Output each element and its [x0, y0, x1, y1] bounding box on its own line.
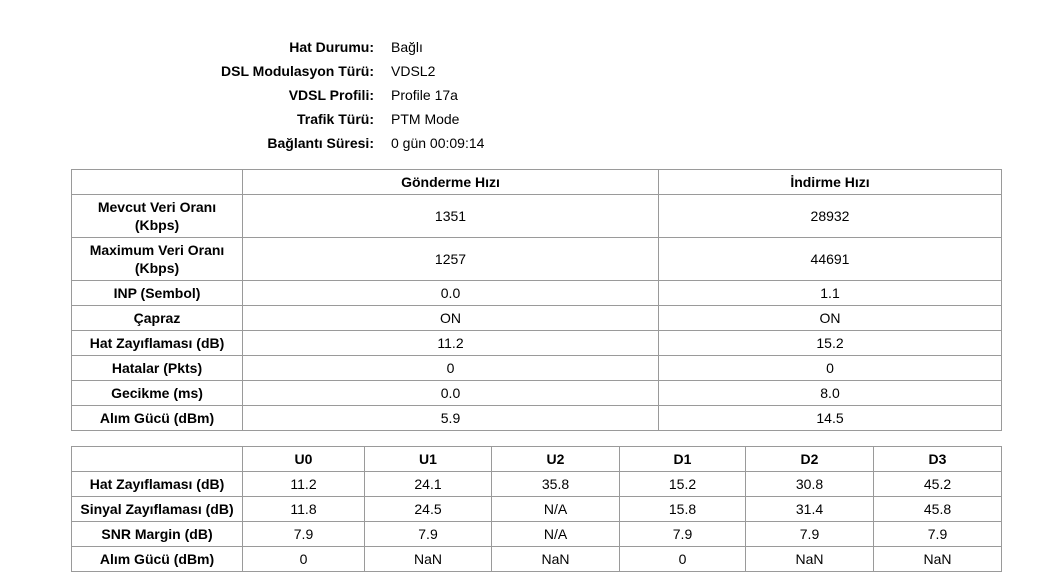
table-row — [72, 238, 1002, 281]
table-cell: 31.4 — [746, 497, 874, 522]
row-label: Hatalar (Pkts) — [72, 356, 243, 381]
upstream-value: 1257 — [243, 238, 659, 281]
row-label: Mevcut Veri Oranı (Kbps) — [72, 195, 243, 238]
upstream-value: 0.0 — [243, 381, 659, 406]
table-cell: 7.9 — [243, 522, 365, 547]
table-cell: 45.2 — [874, 472, 1002, 497]
table-cell: 11.2 — [243, 472, 365, 497]
downstream-value: 28932 — [659, 195, 1002, 238]
table-cell: 0 — [243, 547, 365, 572]
status-label: VDSL Profili: — [288, 87, 374, 103]
row-label: INP (Sembol) — [72, 281, 243, 306]
downstream-value: 8.0 — [659, 381, 1002, 406]
status-label: DSL Modulasyon Türü: — [221, 63, 374, 79]
status-row-traffic-type — [0, 107, 560, 131]
table-row — [72, 547, 1002, 572]
row-label: Alım Gücü (dBm) — [72, 406, 243, 431]
row-label: SNR Margin (dB) — [72, 522, 243, 547]
table-cell: 24.5 — [365, 497, 492, 522]
status-row-uptime — [0, 131, 560, 155]
table-row — [72, 472, 1002, 497]
upstream-value: 0.0 — [243, 281, 659, 306]
upstream-value: 0 — [243, 356, 659, 381]
header-cell: D2 — [746, 447, 874, 472]
table-header-row — [72, 447, 1002, 472]
downstream-value: 44691 — [659, 238, 1002, 281]
table-cell: 7.9 — [365, 522, 492, 547]
downstream-value: 14.5 — [659, 406, 1002, 431]
header-cell: D1 — [620, 447, 746, 472]
upstream-value: ON — [243, 306, 659, 331]
table-row — [72, 522, 1002, 547]
upstream-value: 5.9 — [243, 406, 659, 431]
band-stats-table — [71, 446, 1002, 572]
header-cell: D3 — [874, 447, 1002, 472]
table-row — [72, 356, 1002, 381]
table-cell: 35.8 — [492, 472, 620, 497]
downstream-value: ON — [659, 306, 1002, 331]
header-cell — [72, 170, 243, 195]
table-cell: 30.8 — [746, 472, 874, 497]
header-cell: U0 — [243, 447, 365, 472]
rates-table — [71, 169, 1002, 431]
status-value: PTM Mode — [391, 111, 460, 127]
upstream-value: 11.2 — [243, 331, 659, 356]
row-label: Hat Zayıflaması (dB) — [72, 472, 243, 497]
table-cell: NaN — [874, 547, 1002, 572]
status-row-profile — [0, 83, 560, 107]
status-label: Trafik Türü: — [296, 111, 374, 127]
table-row — [72, 406, 1002, 431]
table-cell: NaN — [746, 547, 874, 572]
table-cell: 45.8 — [874, 497, 1002, 522]
status-value: Bağlı — [391, 39, 423, 55]
table-cell: N/A — [492, 522, 620, 547]
header-cell — [72, 447, 243, 472]
table-cell: 7.9 — [620, 522, 746, 547]
table-header-row — [72, 170, 1002, 195]
status-label: Hat Durumu: — [289, 39, 374, 55]
line-status-block — [0, 35, 560, 155]
table-cell: NaN — [492, 547, 620, 572]
row-label: Çapraz — [72, 306, 243, 331]
status-value: Profile 17a — [391, 87, 458, 103]
table-cell: 7.9 — [874, 522, 1002, 547]
table-row — [72, 497, 1002, 522]
table-cell: 24.1 — [365, 472, 492, 497]
status-value: 0 gün 00:09:14 — [391, 135, 485, 151]
header-cell: Gönderme Hızı — [243, 170, 659, 195]
downstream-value: 0 — [659, 356, 1002, 381]
status-row-line-state — [0, 35, 560, 59]
row-label: Alım Gücü (dBm) — [72, 547, 243, 572]
table-cell: N/A — [492, 497, 620, 522]
row-label: Gecikme (ms) — [72, 381, 243, 406]
header-cell: İndirme Hızı — [659, 170, 1002, 195]
row-label: Sinyal Zayıflaması (dB) — [72, 497, 243, 522]
table-row — [72, 306, 1002, 331]
header-cell: U2 — [492, 447, 620, 472]
row-label: Hat Zayıflaması (dB) — [72, 331, 243, 356]
table-cell: 0 — [620, 547, 746, 572]
table-row — [72, 381, 1002, 406]
status-row-modulation — [0, 59, 560, 83]
upstream-value: 1351 — [243, 195, 659, 238]
table-cell: 7.9 — [746, 522, 874, 547]
table-cell: NaN — [365, 547, 492, 572]
downstream-value: 15.2 — [659, 331, 1002, 356]
table-cell: 15.2 — [620, 472, 746, 497]
table-row — [72, 331, 1002, 356]
header-cell: U1 — [365, 447, 492, 472]
table-cell: 15.8 — [620, 497, 746, 522]
downstream-value: 1.1 — [659, 281, 1002, 306]
table-row — [72, 195, 1002, 238]
row-label: Maximum Veri Oranı (Kbps) — [72, 238, 243, 281]
table-cell: 11.8 — [243, 497, 365, 522]
status-label: Bağlantı Süresi: — [267, 135, 374, 151]
table-row — [72, 281, 1002, 306]
status-value: VDSL2 — [391, 63, 436, 79]
